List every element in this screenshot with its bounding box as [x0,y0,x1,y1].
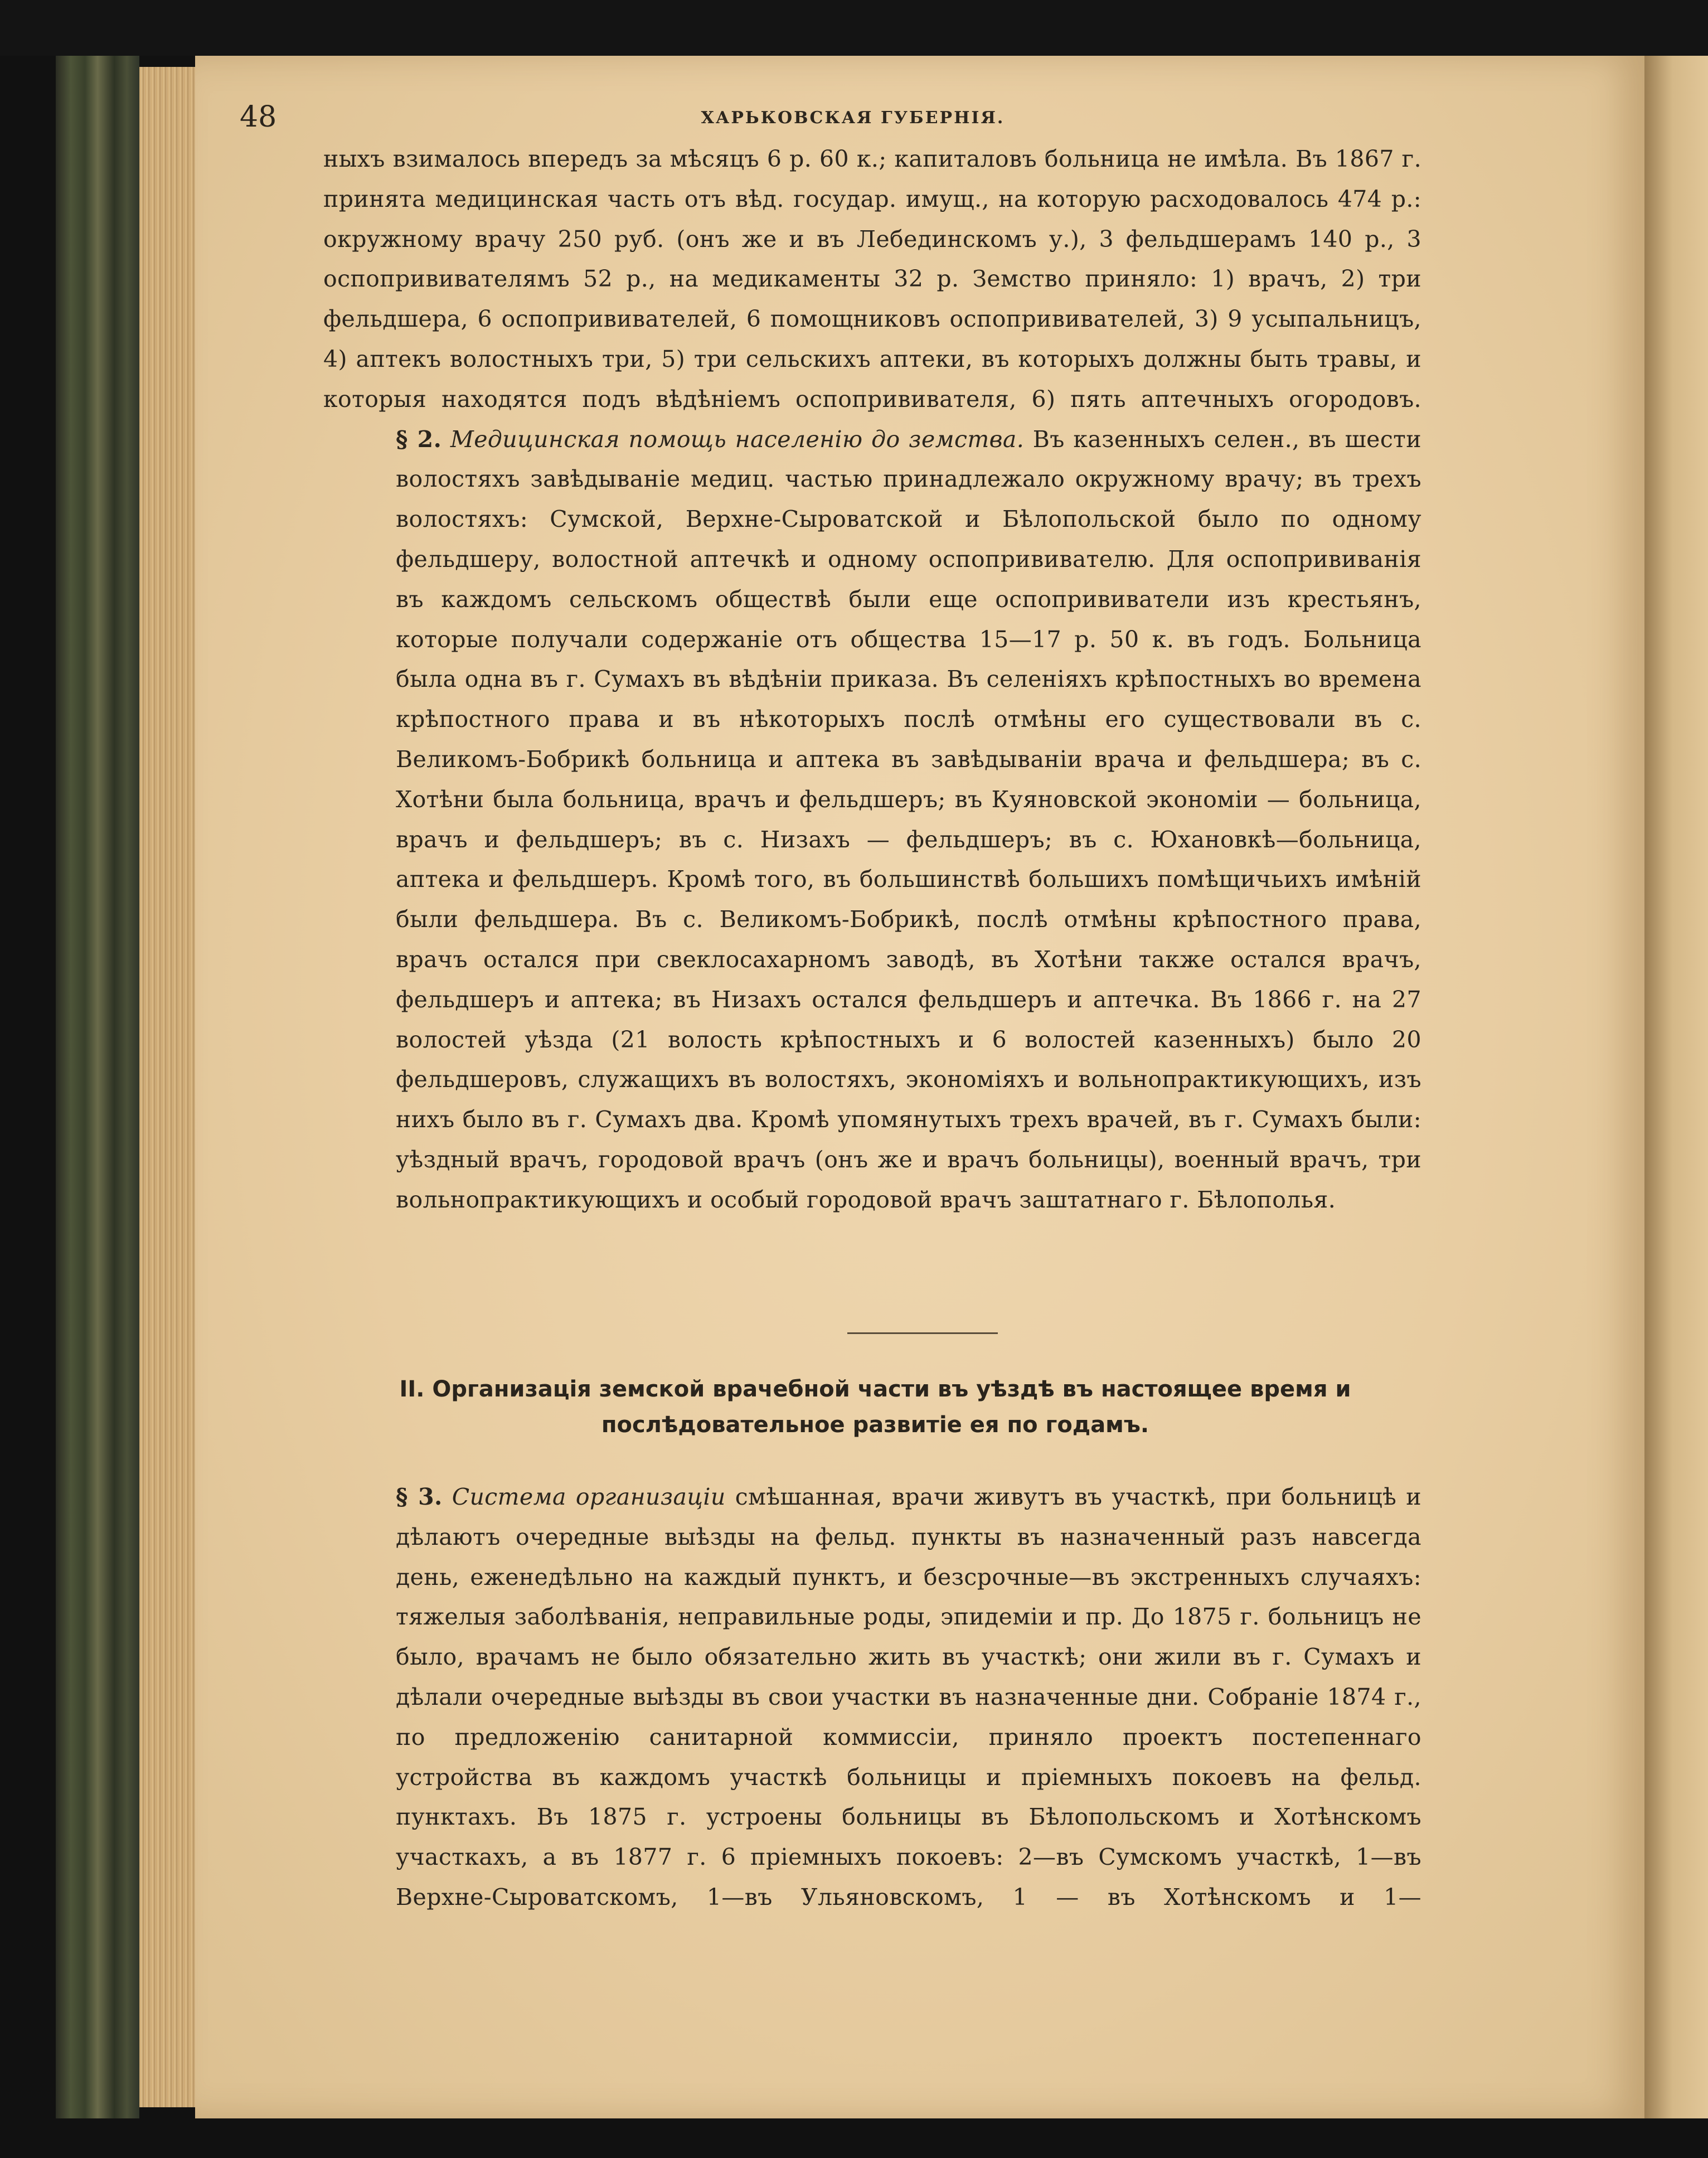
running-head: ХАРЬКОВСКАЯ ГУБЕРНІЯ. [701,108,1005,128]
section-3-body: смѣшанная, врачи живутъ въ участкѣ, при больницѣ и дѣлаютъ очередные выѣзды на фельд. пункты въ назначенный разъ навсегда день, еженедѣльно на каждый пунктъ, и безсрочные—въ экстренныхъ случаяхъ: тяжелыя заболѣванія, неправильные роды, эпидеміи и пр. До 1875 г. больницъ не было, врачамъ не было обязательно жить въ участкѣ; они жили въ г. Сумахъ и дѣлали очередные выѣзды въ свои участки въ назначенные дни. Собраніе 1874 г., по предложенію санитарной коммиссіи, приняло проектъ постепеннаго устройства въ каждомъ участкѣ больницы и пріемныхъ покоевъ на фельд. пунктахъ. Въ 1875 г. устроены больницы въ Бѣлопольскомъ и Хотѣнскомъ участкахъ, а въ 1877 г. 6 пріемныхъ покоевъ: 2—въ Сумскомъ участкѣ, 1—въ Верхне-Сыроватскомъ, 1—въ Ульяновскомъ, 1 — въ Хотѣнскомъ и 1— [396,1483,1422,1910]
section-3-paragraph [323,1477,1421,1918]
section-3-sign: § 3. [396,1483,443,1510]
section-2-paragraph [323,420,1421,1220]
scanner-background [0,0,1708,56]
section-2-body: Въ казенныхъ селен., въ шести волостяхъ завѣдываніе медиц. частью принадлежало окружному врачу; въ трехъ волостяхъ: Сумской, Верхне-Сыроватской и Бѣлопольской было по одному фельдшеру, волостной аптечкѣ и одному оспопрививателю. Для оспопрививанія въ каждомъ сельскомъ обществѣ были еще оспопрививатели изъ крестьянъ, которые получали содержаніе отъ общества 15—17 р. 50 к. въ годъ. Больница была одна въ г. Сумахъ въ вѣдѣніи приказа. Въ селеніяхъ крѣпостныхъ во времена крѣпостного права и въ нѣкоторыхъ послѣ отмѣны его существовали въ с. Великомъ-Бобрикѣ больница и аптека въ завѣдываніи врача и фельдшера; въ с. Хотѣни была больница, врачъ и фельдшеръ; въ Куяновской экономіи — больница, врачъ и фельдшеръ; въ с. Низахъ — фельдшеръ; въ с. Юхановкѣ—больница, аптека и фельдшеръ. Кромѣ того, въ большинствѣ большихъ помѣщичьихъ имѣній были фельдшера. Въ с. Великомъ-Бобрикѣ, послѣ отмѣны крѣпостного права, врачъ остался при свеклосахарномъ заводѣ, въ Хотѣни также остался врачъ, фельдшеръ и аптека; въ Низахъ остался фельдшеръ и аптечка. Въ 1866 г. на 27 волостей уѣзда (21 волость крѣпостныхъ и 6 волостей казенныхъ) было 20 фельдшеровъ, служащихъ въ волостяхъ, экономіяхъ и вольнопрактикующихъ, изъ нихъ было въ г. Сумахъ два. Кромѣ упомянутыхъ трехъ врачей, въ г. Сумахъ были: уѣздный врачъ, городовой врачъ (онъ же и врачъ больницы), военный врачъ, три вольнопрактикующихъ и особый городовой врачъ заштатнаго г. Бѣлополья. [396,425,1421,1213]
main-text [323,139,1421,1220]
book-spine [56,56,139,2118]
intro-paragraph: ныхъ взималось впередъ за мѣсяцъ 6 р. 60 к.; капиталовъ больница не имѣла. Въ 1867 г. принята медицинская часть отъ вѣд. государ. имущ., на которую расходовалось 474 р.: окружному врачу 250 руб. (онъ же и въ Лебединскомъ у.), 3 фельдшерамъ 140 р., 3 оспопрививателямъ 52 р., на медикаменты 32 р. Земство приняло: 1) врачъ, 2) три фельдшера, 6 оспопрививателей, 6 помощниковъ оспопрививателей, 3) 9 усыпальницъ, 4) аптекъ волостныхъ три, 5) три сельскихъ аптеки, въ которыхъ должны быть травы, и которыя находятся подъ вѣдѣніемъ оспопрививателя, 6) пять аптечныхъ огородовъ. [323,146,1421,413]
page-number: 48 [240,100,277,134]
section-divider [847,1332,998,1334]
facing-page-edge [1644,56,1708,2118]
chapter-heading [346,1371,1405,1443]
section-3-title: Система организаціи [452,1483,726,1510]
section-3-text [323,1477,1421,1918]
chapter-heading-line-1: II. Организація земской врачебной части въ уѣздѣ въ настоящее время и [399,1376,1351,1402]
chapter-heading-line-2: послѣдовательное развитіе ея по годамъ. [601,1412,1149,1438]
section-2-sign: § 2. [396,425,442,453]
section-2-title: Медицинская помощь населенію до земства. [450,425,1025,453]
